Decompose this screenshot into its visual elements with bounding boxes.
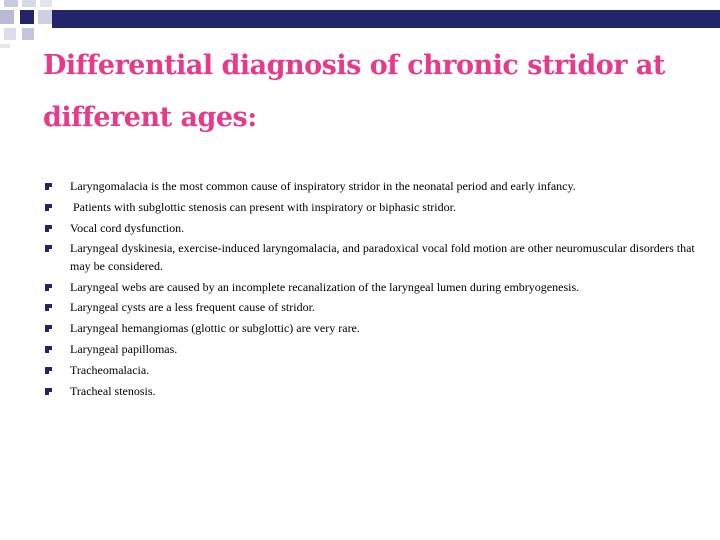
deco-square [0, 10, 14, 24]
list-item [42, 220, 697, 238]
deco-square [4, 0, 18, 7]
list-item [42, 299, 697, 317]
list-item [42, 199, 697, 217]
list-item [42, 240, 697, 275]
bullet-text: Laryngeal hemangiomas (glottic or subglottic) are very rare. [70, 321, 360, 336]
bullet-text: Laryngeal webs are caused by an incomplete recanalization of the laryngeal lumen during embryogenesis. [70, 279, 580, 294]
square-bullet-icon [45, 388, 52, 395]
list-item [42, 383, 697, 401]
slide-title: Differential diagnosis of chronic stridor at different ages: [43, 50, 665, 133]
bullet-text: Tracheomalacia. [70, 362, 150, 377]
list-item [42, 320, 697, 338]
bullet-text: Laryngeal papillomas. [70, 342, 178, 357]
bullet-text: Laryngeal dyskinesia, exercise-induced laryngomalacia, and paradoxical vocal fold motion are other neuromuscular disorders that may be considered. [70, 241, 695, 273]
deco-square [4, 28, 16, 40]
square-bullet-icon [45, 245, 52, 252]
square-bullet-icon [45, 304, 52, 311]
bullet-text: Tracheal stenosis. [70, 383, 156, 398]
bullet-text: Laryngeal cysts are a less frequent cause of stridor. [70, 300, 315, 315]
bullet-text: Laryngomalacia is the most common cause of inspiratory stridor in the neonatal period and early infancy. [70, 179, 576, 193]
square-bullet-icon [45, 284, 52, 291]
deco-square [0, 44, 10, 48]
list-item [42, 178, 697, 196]
bullet-text: Vocal cord dysfunction. [70, 220, 185, 235]
square-bullet-icon [45, 325, 52, 332]
deco-square [22, 28, 34, 40]
square-bullet-icon [45, 346, 52, 353]
deco-square [38, 10, 52, 24]
header-bar [52, 10, 720, 28]
bullet-list [42, 178, 697, 403]
square-bullet-icon [45, 225, 52, 232]
bullet-text: Patients with subglottic stenosis can present with inspiratory or biphasic stridor. [70, 199, 456, 214]
square-bullet-icon [45, 367, 52, 374]
list-item [42, 341, 697, 359]
deco-square [40, 0, 52, 7]
deco-square [22, 0, 36, 7]
square-bullet-icon [45, 204, 52, 211]
square-bullet-icon [45, 183, 52, 190]
list-item [42, 279, 697, 297]
deco-square [20, 10, 34, 24]
list-item [42, 362, 697, 380]
